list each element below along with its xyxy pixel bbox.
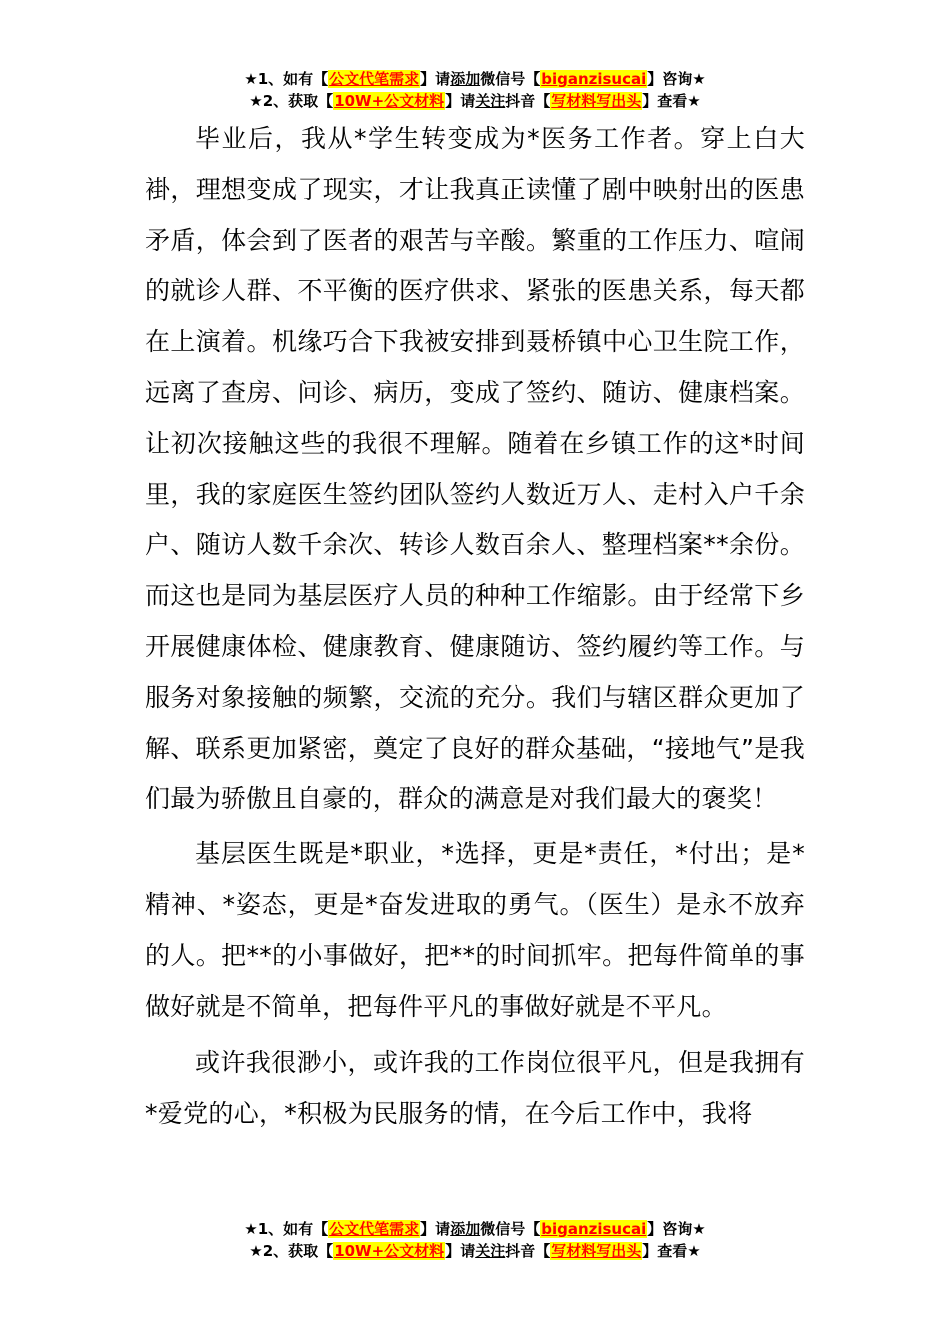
banner-text: ★2、获取【 (249, 1242, 334, 1260)
header-banner (0, 68, 950, 112)
banner-text: 抖音【 (505, 1242, 551, 1260)
banner-line-1 (0, 1218, 950, 1240)
paragraph-3: 或许我很渺小，或许我的工作岗位很平凡，但是我拥有*爱党的心，*积极为民服务的情，在今后工作中，我将 (145, 1048, 805, 1129)
douyin-account-highlight: 写材料写出头 (551, 1242, 642, 1260)
banner-line-2 (0, 90, 950, 112)
banner-text: 微信号【 (480, 1220, 541, 1238)
banner-highlight: 公文代笔需求 (329, 70, 420, 88)
banner-highlight: 10W+公文材料 (334, 1242, 445, 1260)
wechat-id-highlight: biganzisucai (541, 70, 647, 88)
banner-text: ★2、获取【 (249, 92, 334, 110)
banner-line-2 (0, 1240, 950, 1262)
douyin-account-highlight: 写材料写出头 (551, 92, 642, 110)
footer-banner (0, 1218, 950, 1262)
banner-text: 微信号【 (480, 70, 541, 88)
banner-highlight: 10W+公文材料 (334, 92, 445, 110)
banner-text: 】查看★ (642, 92, 701, 110)
banner-highlight: 公文代笔需求 (329, 1220, 420, 1238)
banner-text: ★1、如有【 (244, 70, 329, 88)
banner-text: 】咨询★ (647, 70, 706, 88)
banner-underlined-text: 关注 (475, 1242, 506, 1260)
banner-text: ★1、如有【 (244, 1220, 329, 1238)
paragraph-2: 基层医生既是*职业，*选择，更是*责任，*付出；是*精神、*姿态，更是*奋发进取的勇气。（医生）是永不放弃的人。把**的小事做好，把**的时间抓牢。把每件简单的事做好就是不简单，把每件平凡的事做好就是不平凡。 (145, 839, 805, 1021)
banner-line-1 (0, 68, 950, 90)
banner-text: 】咨询★ (647, 1220, 706, 1238)
banner-text: 】请 (445, 92, 476, 110)
banner-underlined-text: 添加 (450, 1220, 481, 1238)
paragraph-1: 毕业后，我从*学生转变成为*医务工作者。穿上白大褂，理想变成了现实，才让我真正读懂了剧中映射出的医患矛盾，体会到了医者的艰苦与辛酸。繁重的工作压力、喧闹的就诊人群、不平衡的医疗供求、紧张的医患关系，每天都在上演着。机缘巧合下我被安排到聂桥镇中心卫生院工作，远离了查房、问诊、病历，变成了签约、随访、健康档案。让初次接触这些的我很不理解。随着在乡镇工作的这*时间里，我的家庭医生签约团队签约人数近万人、走村入户千余户、随访人数千余次、转诊人数百余人、整理档案**余份。而这也是同为基层医疗人员的种种工作缩影。由于经常下乡开展健康体检、健康教育、健康随访、签约履约等工作。与服务对象接触的频繁，交流的充分。我们与辖区群众更加了解、联系更加紧密，奠定了良好的群众基础，“接地气”是我们最为骄傲且自豪的，群众的满意是对我们最大的褒奖！ (145, 124, 805, 814)
banner-underlined-text: 添加 (450, 70, 481, 88)
banner-text: 】请 (445, 1242, 476, 1260)
banner-text: 】请 (420, 1220, 451, 1238)
document-body (145, 114, 805, 1140)
banner-text: 】请 (420, 70, 451, 88)
wechat-id-highlight: biganzisucai (541, 1220, 647, 1238)
banner-underlined-text: 关注 (475, 92, 506, 110)
banner-text: 抖音【 (505, 92, 551, 110)
banner-text: 】查看★ (642, 1242, 701, 1260)
